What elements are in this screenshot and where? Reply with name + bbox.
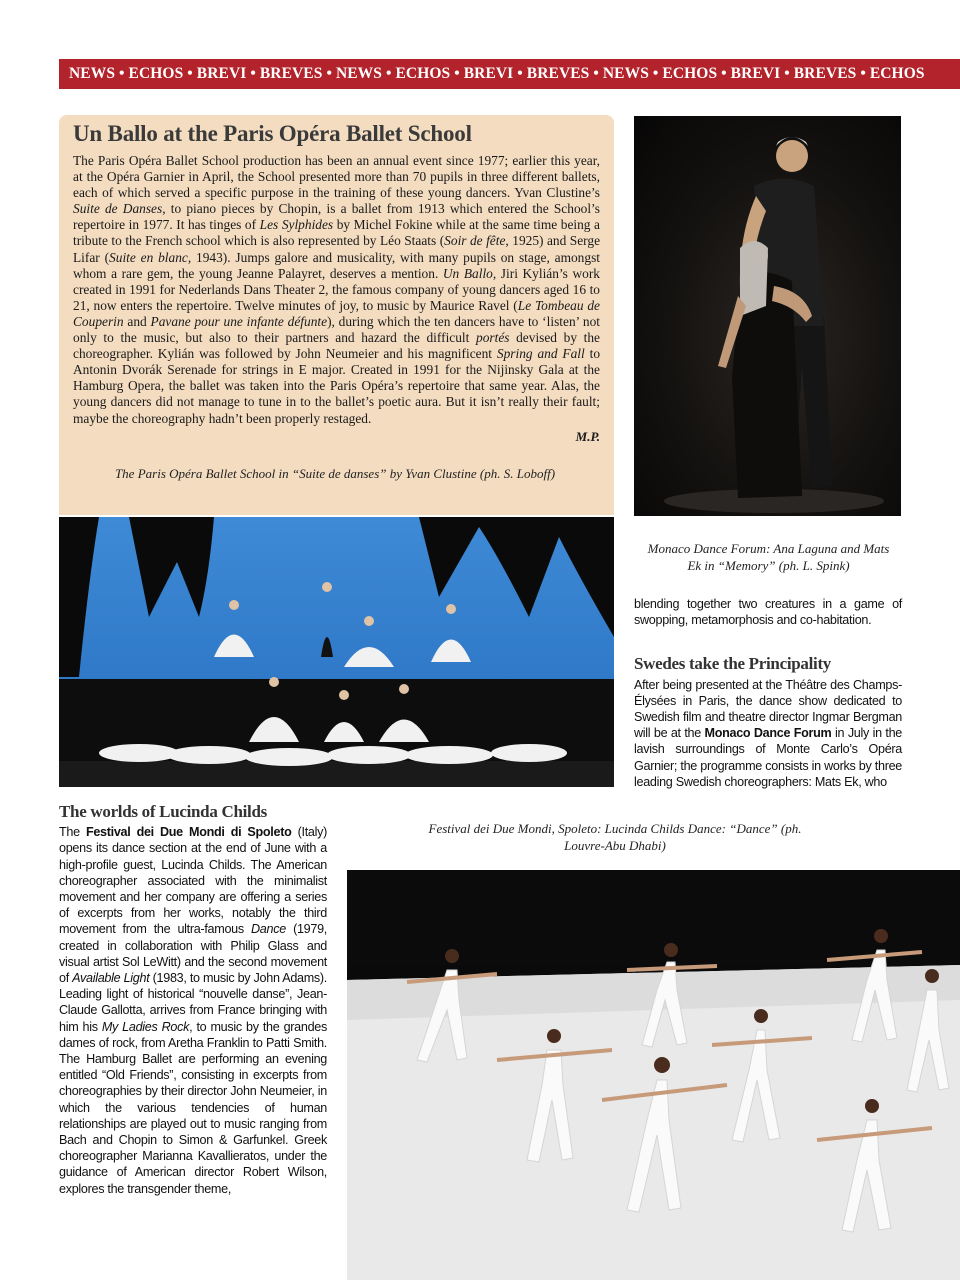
lucinda-article-column xyxy=(59,804,327,1197)
monaco-continuation: blending together two creatures in a game of swopping, metamorphosis and co-habitation. xyxy=(634,597,902,628)
section-banner: NEWS • ECHOS • BREVI • BREVES • NEWS • ECHOS • BREVI • BREVES • NEWS • ECHOS • BREVI • BREVES • ECHOS xyxy=(59,59,960,89)
monaco-photo-caption: Monaco Dance Forum: Ana Laguna and Mats Ek in “Memory” (ph. L. Spink) xyxy=(647,541,890,573)
monaco-article-column xyxy=(634,596,902,790)
lucinda-photo-caption: Festival dei Due Mondi, Spoleto: Lucinda Childs Dance: “Dance” (ph. Louvre-Abu Dhabi) xyxy=(428,821,802,853)
ballo-body: The Paris Opéra Ballet School production has been an annual event since 1977; earlier this year, at the Opéra Garnier in April, the School presented more than 70 pupils in three different ballets, each of which served a specific purpose in the training of these young dancers. Yvan Clustine’s Suite de Danses, to piano pieces by Chopin, is a ballet from 1913 which entered the School’s repertoire in 1977. It has tinges of Les Sylphides by Michel Fokine while at the same time being a tribute to the French school which is also represented by Léo Staats (Soir de fête, 1925) and Serge Lifar (Suite en blanc, 1943). Jumps galore and musicality, with many pupils on stage, amongst whom a rare gem, the young Jeanne Palayret, deserves a mention. Un Ballo, Jiri Kylián’s work created in 1991 for Nederlands Dans Theater 2, the famous company of young dancers aged 16 to 21, now enters the repertoire. Twelve minutes of joy, to music by Maurice Ravel (Le Tombeau de Couperin and Pavane pour une infante défunte), during which the ten dancers have to ‘listen’ not only to the music, but also to their partners and hazard the difficult portés devised by the choreographer. Kylián was followed by John Neumeier and his magnificent Spring and Fall to Antonin Dvorák Serenade for strings in E major. Created in 1991 for the Nijinsky Gala at the Hamburg Opera, the ballet was taken into the Paris Opéra’s repertoire that same year. Alas, the young dancers did not manage to tune in to the ballet’s poetic aura. But it isn’t really their fault; maybe the choreography hadn’t been properly restaged. xyxy=(73,153,601,426)
ballo-signature: M.P. xyxy=(575,428,600,444)
lucinda-heading: The worlds of Lucinda Childs xyxy=(59,802,267,821)
ballo-article-box xyxy=(59,115,614,515)
monaco-duo-photo xyxy=(634,116,901,516)
ballo-photo-caption: The Paris Opéra Ballet School in “Suite de danses” by Yvan Clustine (ph. S. Loboff) xyxy=(114,466,556,481)
lucinda-body: The Festival dei Due Mondi di Spoleto (Italy) opens its dance section at the end of June with a high-profile guest, Lucinda Childs. The American choreographer associated with the minimalist movement and her company are offering a series of excerpts from her works, notably the third movement from the ultra-famous Dance (1979, created in collaboration with Philip Glass and visual artist Sol LeWitt) and the second movement of Available Light (1983, to music by John Adams). Leading light of historical “nouvelle danse”, Jean-Claude Gallotta, arrives from France bringing with him his My Ladies Rock, to music by the grandes dames of rock, from Aretha Franklin to Patti Smith. The Hamburg Ballet are performing an evening entitled “Old Friends”, consisting in excerpts from choreographies by their director John Neumeier, in which the various tendencies of human relationships are played out to music ranging from Bach and Chopin to Simon & Garfunkel. Greek choreographer Marianna Kavallieratos, under the guidance of American director Robert Wilson, explores the transgender theme, xyxy=(59,825,328,1196)
ballo-title: Un Ballo at the Paris Opéra Ballet School xyxy=(73,121,472,146)
monaco-heading: Swedes take the Principality xyxy=(634,654,832,674)
ballet-school-photo xyxy=(59,517,614,787)
monaco-body: After being presented at the Théâtre des Champs-Élysées in Paris, the dance show dedicated to Swedish film and theatre director Ingmar Bergman will be at the Monaco Dance Forum in July in the lavish surroundings of Monte Carlo’s Opéra Garnier; the programme consists in works by three leading Swedish choreographers: Mats Ek, who xyxy=(634,677,902,789)
lucinda-childs-photo xyxy=(347,870,960,1280)
